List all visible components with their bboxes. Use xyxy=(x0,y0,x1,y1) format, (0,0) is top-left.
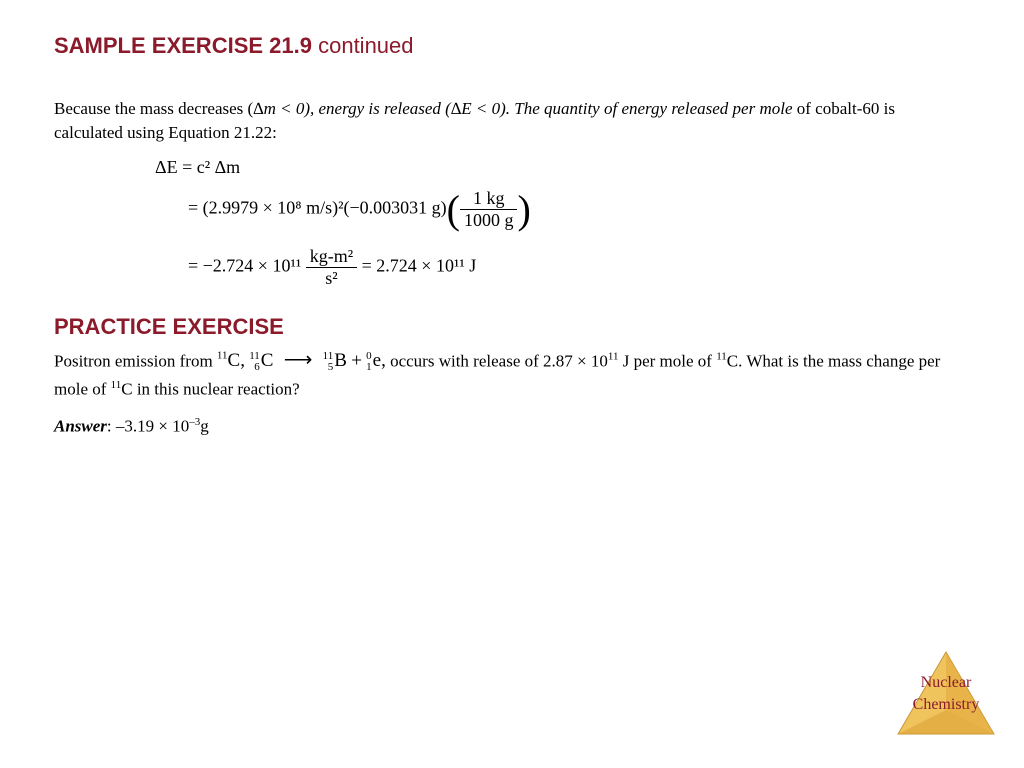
eq2-lead: = (2.9979 × 10⁸ m/s)²(−0.003031 g) xyxy=(188,197,447,218)
intro-text-2: of cobalt-60 is calculated using Equation 21.22: xyxy=(54,99,895,142)
logo-text xyxy=(896,672,996,716)
reaction-e xyxy=(366,351,386,373)
title-bold: SAMPLE EXERCISE 21.9 xyxy=(54,33,312,58)
answer-label: Answer xyxy=(54,416,107,436)
practice-c-mass: 11 xyxy=(716,350,727,363)
intro-paragraph xyxy=(54,97,954,145)
intro-delta-e: ∆E < 0). The quantity of energy released xyxy=(450,99,733,118)
reaction-b-number: 5 xyxy=(327,361,334,374)
reaction-b-symbol: B xyxy=(334,350,347,372)
equation-line-3 xyxy=(188,246,476,289)
reaction-c-symbol: C xyxy=(260,350,274,372)
intro-per-mole: per mole xyxy=(732,99,793,118)
eq3-lead: = −2.724 × 10¹¹ xyxy=(188,255,302,276)
practice-exponent: 11 xyxy=(607,350,619,363)
equation-line-1 xyxy=(155,157,240,178)
eq2-paren-close: ) xyxy=(517,187,531,232)
answer-line xyxy=(54,416,209,437)
logo-line-2: Chemistry xyxy=(912,696,980,713)
reaction-e-symbol: e, xyxy=(372,350,386,372)
logo-line-1: Nuclear xyxy=(920,674,972,691)
intro-text-1: Because the mass decreases ( xyxy=(54,99,254,118)
nuclide-plain-symbol: C xyxy=(227,350,241,372)
eq3-denominator: s² xyxy=(325,268,338,288)
equation-line-2 xyxy=(188,186,531,233)
practice-paragraph xyxy=(54,344,954,402)
practice-text-final: C in this nuclear reaction? xyxy=(121,380,300,400)
nuclide-plain: $^{11}$C, xyxy=(216,350,245,372)
reaction-e-number: 1 xyxy=(366,361,372,374)
eq3-tail: = 2.724 × 10¹¹ J xyxy=(361,255,477,276)
eq2-paren-open: ( xyxy=(446,187,460,232)
reaction-c-number: 6 xyxy=(254,361,260,374)
nuclide-plain-mass: 11 xyxy=(216,350,228,362)
eq1-text: ΔE = c² Δm xyxy=(155,157,241,177)
reaction-b xyxy=(323,351,347,373)
title-continued: continued xyxy=(311,33,414,58)
reaction-plus: + xyxy=(351,350,362,372)
intro-delta-m: ∆m < 0), energy is released ( xyxy=(253,99,451,118)
slide-title xyxy=(54,33,414,59)
practice-c-mass-2: 11 xyxy=(110,379,122,392)
eq2-fraction xyxy=(460,188,518,231)
eq2-denominator: 1000 g xyxy=(463,210,514,230)
reaction-c xyxy=(249,351,273,373)
reaction-b-mass: 11 xyxy=(322,350,334,363)
practice-title: PRACTICE EXERCISE xyxy=(54,314,284,339)
eq3-numerator: kg-m² xyxy=(306,246,357,268)
practice-lead: Positron emission from xyxy=(54,351,217,371)
practice-text-after: occurs with release of 2.87 × 10 xyxy=(385,351,608,371)
answer-exponent: –3 xyxy=(189,416,201,428)
practice-text-mid: J per mole of xyxy=(618,351,717,371)
eq3-fraction xyxy=(306,246,357,289)
reaction-e-mass: 0 xyxy=(366,350,372,363)
answer-value: : –3.19 × 10 xyxy=(106,416,190,436)
eq2-numerator: 1 kg xyxy=(460,188,518,210)
reaction-arrow: ⟶ xyxy=(283,349,313,372)
reaction-c-mass: 11 xyxy=(249,350,260,363)
practice-text-end: C. What is the mass change per mole of xyxy=(54,351,941,400)
answer-unit: g xyxy=(200,416,209,436)
